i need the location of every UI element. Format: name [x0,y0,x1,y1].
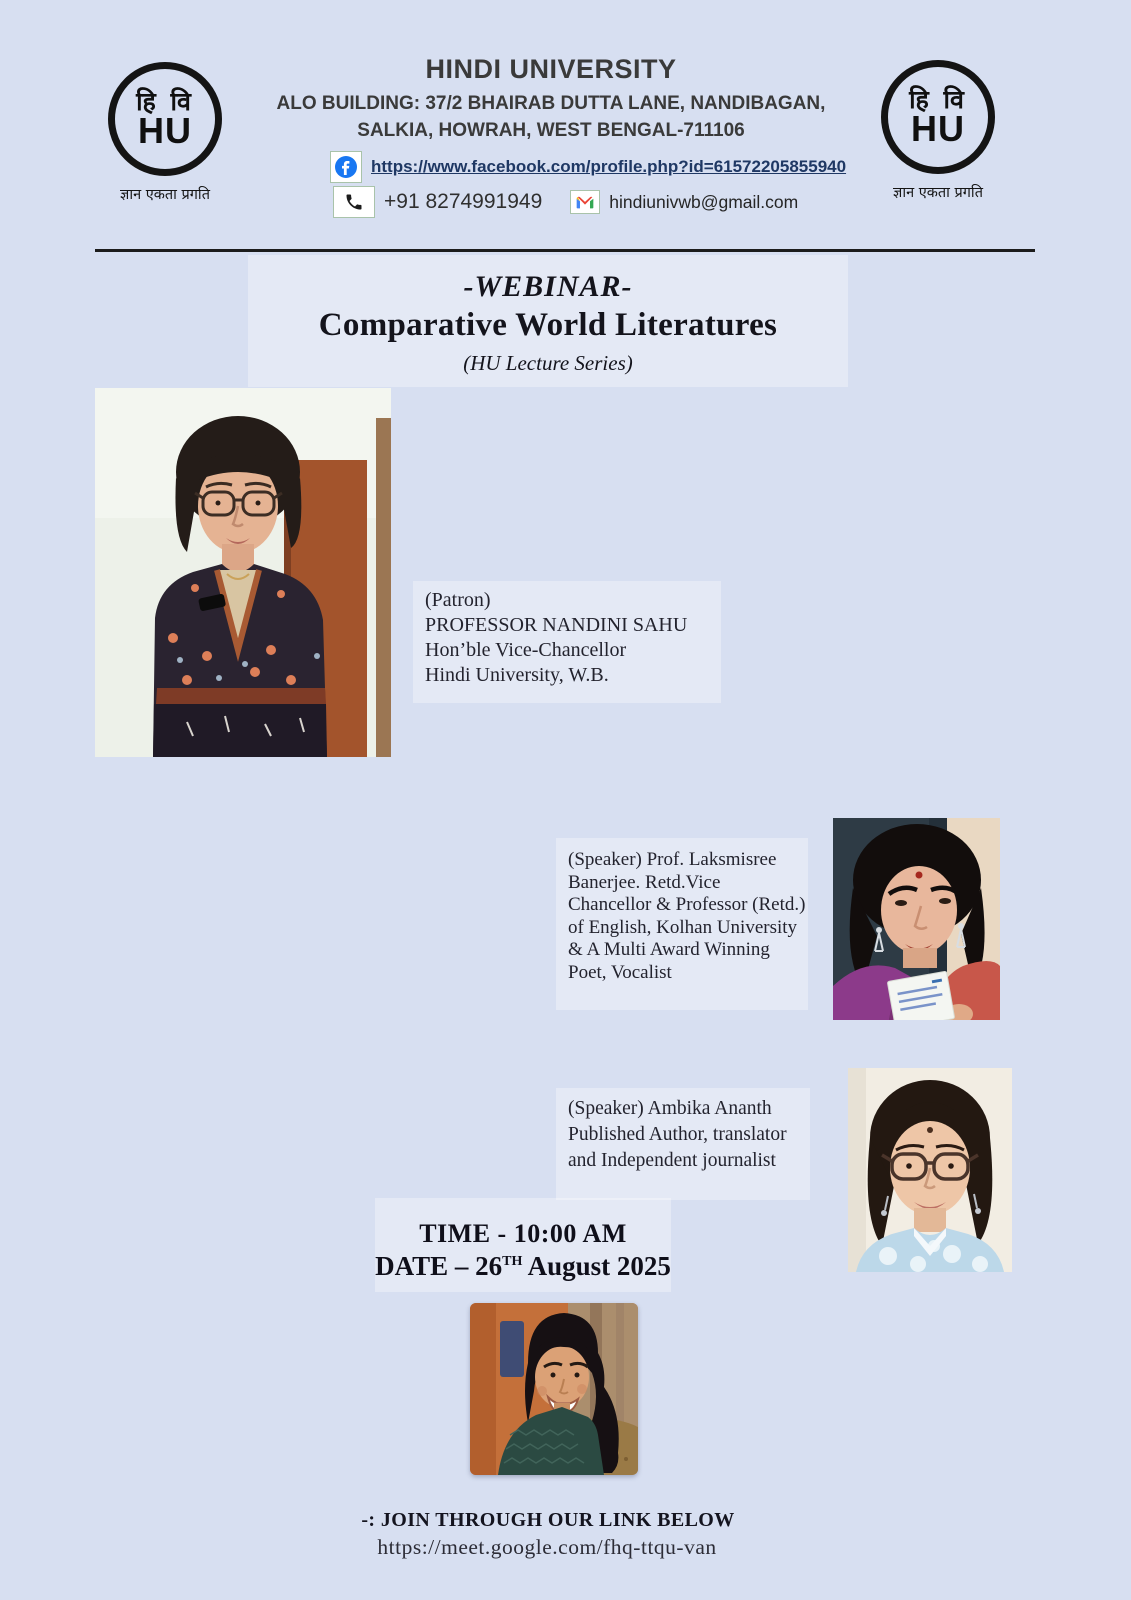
date-label [375,1251,671,1282]
date-prefix: DATE – 26 [375,1251,503,1281]
facebook-icon [330,151,362,183]
speaker2-detail: and Independent journalist [568,1150,776,1171]
header [266,54,836,144]
patron-role-label: (Patron) [425,589,491,611]
join-heading: -: JOIN THROUGH OUR LINK BELOW [361,1509,735,1531]
logo-hu-text: HU [911,108,965,149]
email-address: hindiunivwb@gmail.com [609,191,799,212]
speaker1-name: Prof. Laksmisree Banerjee. [568,849,777,893]
university-name: HINDI UNIVERSITY [425,54,677,84]
logo-hu-text: HU [138,110,192,151]
date-ordinal: TH [502,1254,523,1269]
logo-tagline: ज्ञान एकता प्रगति [120,187,210,203]
university-logo-right [868,60,1008,202]
facebook-row [330,151,846,183]
speaker2-role-label: (Speaker) [568,1098,644,1119]
patron-name: PROFESSOR NANDINI SAHU [425,614,688,636]
patron-photo [95,388,391,757]
lecture-series-subtitle: (HU Lecture Series) [463,351,633,375]
university-logo-left [95,62,235,204]
speaker1-info [556,838,808,1010]
hu-logo-circle-icon [108,62,222,176]
speaker2-photo [848,1068,1012,1272]
title-block [248,255,848,387]
page-title: Comparative World Literatures [318,307,778,343]
host-photo [470,1303,638,1475]
university-address-line1: ALO BUILDING: 37/2 BHAIRAB DUTTA LANE, NANDIBAGAN, [276,93,826,114]
logo-devanagari-text: हि वि [136,87,194,116]
meet-link[interactable]: https://meet.google.com/fhq-ttqu-van [377,1535,717,1559]
patron-organization: Hindi University, W.B. [425,664,609,686]
university-address-line2: SALKIA, HOWRAH, WEST BENGAL-711106 [357,120,745,141]
patron-designation: Hon’ble Vice-Chancellor [425,639,627,661]
time-label: TIME - 10:00 AM [419,1219,627,1248]
speaker1-detail: Vocalist [610,961,672,983]
phone-number: +91 8274991949 [384,190,543,213]
phone-icon [333,186,375,218]
speaker1-photo [833,818,1000,1020]
speaker1-detail: Kolhan University & [568,916,798,960]
webinar-label: -WEBINAR- [463,270,633,303]
logo-devanagari-text: हि वि [909,85,967,114]
gmail-icon [570,190,600,214]
contact-row [333,186,798,218]
speaker1-detail: Professor (Retd.) of English, [568,894,806,938]
speaker2-name: Ambika Ananth [647,1098,772,1119]
speaker1-role-label: (Speaker) [568,849,642,870]
speaker2-detail: Published Author, translator [568,1124,787,1145]
speaker1-detail: Retd.Vice Chancellor & [568,871,721,915]
patron-info [413,581,721,703]
schedule-block [375,1198,671,1292]
header-divider-line [95,249,1035,252]
logo-tagline: ज्ञान एकता प्रगति [893,185,983,201]
speaker1-detail: A Multi Award Winning Poet, [568,939,770,983]
facebook-link[interactable]: https://www.facebook.com/profile.php?id=61572205855940 [371,157,847,176]
speaker2-info [556,1088,810,1200]
hu-logo-circle-icon [881,60,995,174]
date-suffix: August 2025 [522,1251,671,1281]
